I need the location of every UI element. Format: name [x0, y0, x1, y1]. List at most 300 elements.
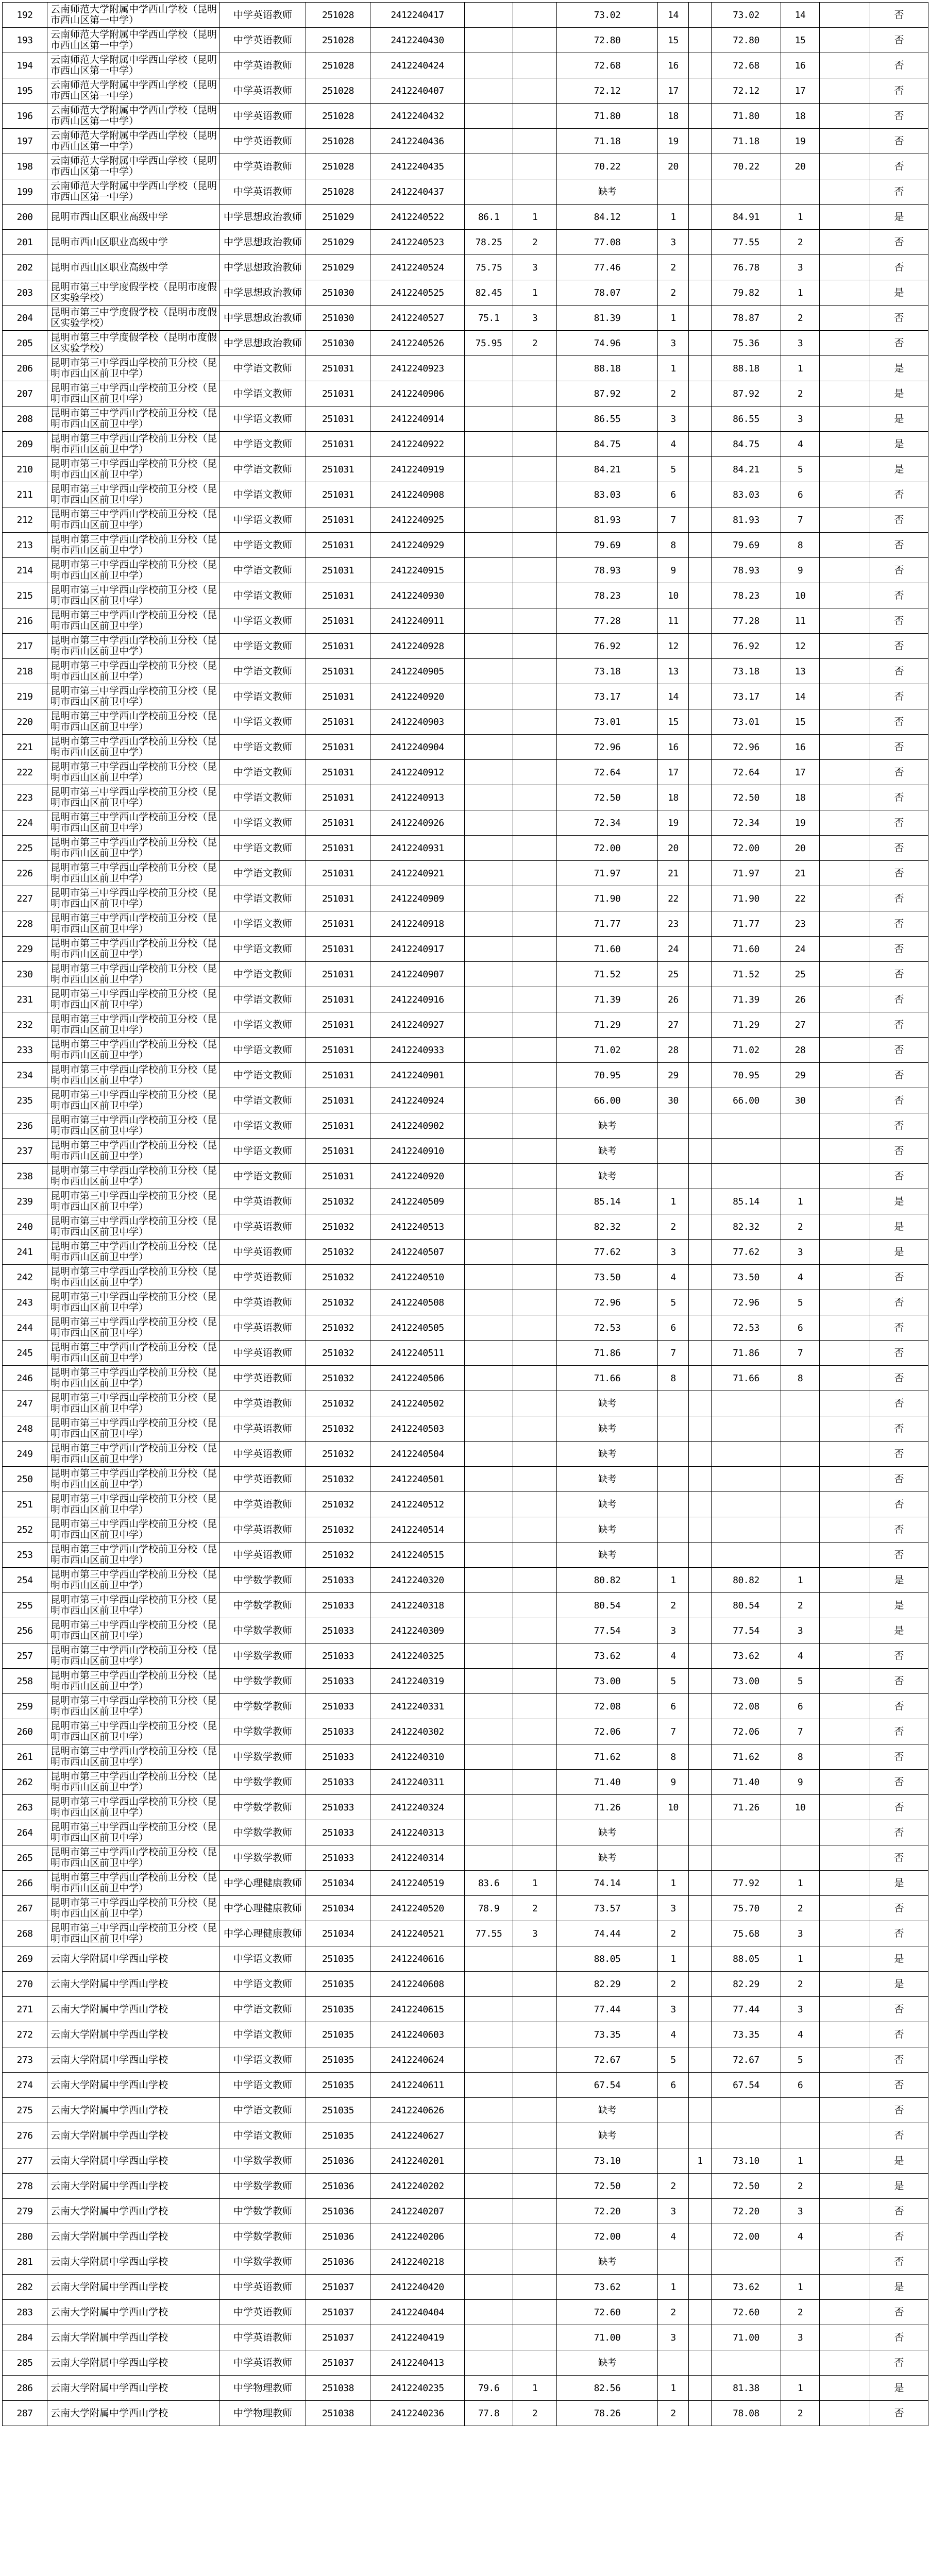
total-score-cell: 72.00	[712, 836, 781, 861]
position-name-cell: 中学语文教师	[220, 1012, 306, 1038]
school-name-cell: 昆明市第三中学西山学校前卫分校（昆明市西山区前卫中学）	[47, 1467, 220, 1492]
position-name-cell: 中学数学教师	[220, 1845, 306, 1871]
interview-rank-note-cell	[689, 735, 712, 760]
total-rank-cell: 4	[781, 432, 820, 457]
written-score-cell	[465, 1214, 513, 1240]
remark-cell	[820, 280, 870, 306]
written-score-cell	[465, 987, 513, 1012]
total-score-cell: 66.00	[712, 1088, 781, 1113]
remark-cell	[820, 911, 870, 937]
row-index-cell: 221	[3, 735, 47, 760]
total-rank-cell: 12	[781, 634, 820, 659]
exam-ticket-number-cell: 2412240627	[370, 2123, 465, 2148]
remark-cell	[820, 2350, 870, 2376]
table-row	[3, 1517, 928, 1543]
row-index-cell: 259	[3, 1694, 47, 1719]
interview-rank-cell: 15	[658, 709, 689, 735]
exam-ticket-number-cell: 2412240525	[370, 280, 465, 306]
written-rank-cell	[513, 836, 557, 861]
total-score-cell: 73.17	[712, 684, 781, 709]
written-score-cell	[465, 760, 513, 785]
table-row	[3, 2224, 928, 2249]
written-rank-cell	[513, 1214, 557, 1240]
position-name-cell: 中学英语教师	[220, 2275, 306, 2300]
table-row	[3, 1315, 928, 1341]
written-score-cell	[465, 2199, 513, 2224]
total-rank-cell: 16	[781, 735, 820, 760]
enter-physical-exam-cell: 否	[870, 810, 928, 836]
exam-ticket-number-cell: 2412240912	[370, 760, 465, 785]
interview-rank-cell	[658, 1845, 689, 1871]
written-rank-cell	[513, 2300, 557, 2325]
school-name-cell: 昆明市第三中学西山学校前卫分校（昆明市西山区前卫中学）	[47, 1063, 220, 1088]
position-name-cell: 中学语文教师	[220, 608, 306, 634]
exam-ticket-number-cell: 2412240521	[370, 1921, 465, 1946]
total-score-cell	[712, 1416, 781, 1442]
position-code-cell: 251035	[306, 2073, 370, 2098]
total-score-cell: 79.69	[712, 533, 781, 558]
position-code-cell: 251031	[306, 432, 370, 457]
written-score-cell	[465, 558, 513, 583]
total-rank-cell: 2	[781, 1214, 820, 1240]
remark-cell	[820, 1492, 870, 1517]
written-score-cell	[465, 583, 513, 608]
interview-rank-cell: 27	[658, 1012, 689, 1038]
row-index-cell: 226	[3, 861, 47, 886]
row-index-cell: 245	[3, 1341, 47, 1366]
interview-rank-note-cell	[689, 937, 712, 962]
written-rank-cell	[513, 1593, 557, 1618]
position-name-cell: 中学英语教师	[220, 53, 306, 78]
exam-ticket-number-cell: 2412240413	[370, 2350, 465, 2376]
position-code-cell: 251028	[306, 78, 370, 104]
written-score-cell: 75.95	[465, 331, 513, 356]
position-name-cell: 中学数学教师	[220, 1643, 306, 1669]
interview-score-cell: 缺考	[557, 2249, 658, 2275]
interview-rank-cell: 16	[658, 53, 689, 78]
remark-cell	[820, 230, 870, 255]
table-row	[3, 2022, 928, 2047]
written-rank-cell	[513, 987, 557, 1012]
written-score-cell	[465, 2174, 513, 2199]
written-score-cell	[465, 2275, 513, 2300]
exam-ticket-number-cell: 2412240513	[370, 1214, 465, 1240]
total-score-cell: 72.64	[712, 760, 781, 785]
interview-score-cell: 85.14	[557, 1189, 658, 1214]
position-code-cell: 251032	[306, 1265, 370, 1290]
remark-cell	[820, 1517, 870, 1543]
interview-rank-cell: 1	[658, 2376, 689, 2401]
interview-rank-cell	[658, 179, 689, 205]
total-rank-cell: 5	[781, 2047, 820, 2073]
row-index-cell: 285	[3, 2350, 47, 2376]
total-score-cell: 71.86	[712, 1341, 781, 1366]
row-index-cell: 254	[3, 1568, 47, 1593]
row-index-cell: 243	[3, 1290, 47, 1315]
interview-rank-cell	[658, 1820, 689, 1845]
total-score-cell: 72.00	[712, 2224, 781, 2249]
remark-cell	[820, 2300, 870, 2325]
enter-physical-exam-cell: 是	[870, 1618, 928, 1643]
row-index-cell: 280	[3, 2224, 47, 2249]
position-name-cell: 中学语文教师	[220, 1997, 306, 2022]
interview-score-cell: 71.77	[557, 911, 658, 937]
remark-cell	[820, 306, 870, 331]
position-code-cell: 251031	[306, 457, 370, 482]
written-score-cell	[465, 154, 513, 179]
enter-physical-exam-cell: 否	[870, 1088, 928, 1113]
position-name-cell: 中学数学教师	[220, 1568, 306, 1593]
remark-cell	[820, 1240, 870, 1265]
total-score-cell	[712, 1492, 781, 1517]
written-score-cell	[465, 78, 513, 104]
position-code-cell: 251031	[306, 583, 370, 608]
written-rank-cell	[513, 154, 557, 179]
enter-physical-exam-cell: 否	[870, 482, 928, 507]
position-code-cell: 251037	[306, 2275, 370, 2300]
total-score-cell: 73.18	[712, 659, 781, 684]
total-score-cell: 86.55	[712, 406, 781, 432]
interview-rank-cell: 6	[658, 2073, 689, 2098]
total-score-cell: 79.82	[712, 280, 781, 306]
interview-rank-note-cell	[689, 1896, 712, 1921]
table-row	[3, 810, 928, 836]
exam-ticket-number-cell: 2412240906	[370, 381, 465, 406]
row-index-cell: 219	[3, 684, 47, 709]
position-name-cell: 中学英语教师	[220, 104, 306, 129]
interview-rank-cell: 2	[658, 1921, 689, 1946]
position-code-cell: 251032	[306, 1492, 370, 1517]
remark-cell	[820, 1012, 870, 1038]
remark-cell	[820, 129, 870, 154]
written-score-cell: 78.9	[465, 1896, 513, 1921]
position-code-cell: 251038	[306, 2401, 370, 2426]
position-name-cell: 中学语文教师	[220, 760, 306, 785]
remark-cell	[820, 785, 870, 810]
school-name-cell: 昆明市第三中学度假学校（昆明市度假区实验学校）	[47, 306, 220, 331]
row-index-cell: 201	[3, 230, 47, 255]
total-rank-cell	[781, 2249, 820, 2275]
position-name-cell: 中学语文教师	[220, 507, 306, 533]
interview-score-cell: 72.67	[557, 2047, 658, 2073]
interview-score-cell: 72.20	[557, 2199, 658, 2224]
school-name-cell: 昆明市第三中学西山学校前卫分校（昆明市西山区前卫中学）	[47, 608, 220, 634]
table-row	[3, 432, 928, 457]
school-name-cell: 云南大学附属中学西山学校	[47, 2249, 220, 2275]
remark-cell	[820, 1416, 870, 1442]
remark-cell	[820, 1391, 870, 1416]
school-name-cell: 昆明市第三中学西山学校前卫分校（昆明市西山区前卫中学）	[47, 1315, 220, 1341]
interview-rank-note-cell	[689, 1315, 712, 1341]
row-index-cell: 251	[3, 1492, 47, 1517]
interview-rank-note-cell	[689, 356, 712, 381]
row-index-cell: 238	[3, 1164, 47, 1189]
school-name-cell: 昆明市第三中学西山学校前卫分校（昆明市西山区前卫中学）	[47, 659, 220, 684]
total-rank-cell: 1	[781, 1946, 820, 1972]
table-row	[3, 154, 928, 179]
position-name-cell: 中学英语教师	[220, 1265, 306, 1290]
position-code-cell: 251031	[306, 1113, 370, 1139]
school-name-cell: 昆明市第三中学西山学校前卫分校（昆明市西山区前卫中学）	[47, 1694, 220, 1719]
exam-ticket-number-cell: 2412240511	[370, 1341, 465, 1366]
interview-rank-note-cell: 1	[689, 2148, 712, 2174]
total-rank-cell: 6	[781, 482, 820, 507]
exam-ticket-number-cell: 2412240324	[370, 1795, 465, 1820]
written-score-cell	[465, 1618, 513, 1643]
position-code-cell: 251037	[306, 2325, 370, 2350]
enter-physical-exam-cell: 否	[870, 230, 928, 255]
position-code-cell: 251029	[306, 205, 370, 230]
written-rank-cell	[513, 1719, 557, 1744]
written-rank-cell	[513, 608, 557, 634]
total-score-cell: 72.96	[712, 1290, 781, 1315]
written-rank-cell	[513, 911, 557, 937]
table-row	[3, 2376, 928, 2401]
row-index-cell: 264	[3, 1820, 47, 1845]
total-rank-cell	[781, 1517, 820, 1543]
interview-rank-cell: 28	[658, 1038, 689, 1063]
table-row	[3, 2098, 928, 2123]
enter-physical-exam-cell: 是	[870, 1568, 928, 1593]
school-name-cell: 昆明市第三中学西山学校前卫分校（昆明市西山区前卫中学）	[47, 1770, 220, 1795]
school-name-cell: 云南大学附属中学西山学校	[47, 1997, 220, 2022]
written-rank-cell: 1	[513, 280, 557, 306]
total-rank-cell: 4	[781, 2022, 820, 2047]
written-rank-cell	[513, 1391, 557, 1416]
written-score-cell	[465, 785, 513, 810]
enter-physical-exam-cell: 否	[870, 1921, 928, 1946]
written-rank-cell	[513, 558, 557, 583]
interview-score-cell: 71.29	[557, 1012, 658, 1038]
table-row	[3, 659, 928, 684]
total-score-cell: 84.91	[712, 205, 781, 230]
total-score-cell	[712, 1113, 781, 1139]
written-score-cell	[465, 911, 513, 937]
interview-score-cell: 72.60	[557, 2300, 658, 2325]
table-row	[3, 558, 928, 583]
school-name-cell: 昆明市西山区职业高级中学	[47, 205, 220, 230]
position-code-cell: 251028	[306, 3, 370, 28]
row-index-cell: 220	[3, 709, 47, 735]
written-rank-cell	[513, 1164, 557, 1189]
exam-ticket-number-cell: 2412240417	[370, 3, 465, 28]
row-index-cell: 268	[3, 1921, 47, 1946]
position-code-cell: 251033	[306, 1643, 370, 1669]
total-score-cell: 73.62	[712, 1643, 781, 1669]
exam-ticket-number-cell: 2412240507	[370, 1240, 465, 1265]
enter-physical-exam-cell: 否	[870, 608, 928, 634]
total-score-cell	[712, 2249, 781, 2275]
enter-physical-exam-cell: 否	[870, 1517, 928, 1543]
enter-physical-exam-cell: 否	[870, 1139, 928, 1164]
total-rank-cell: 15	[781, 709, 820, 735]
row-index-cell: 242	[3, 1265, 47, 1290]
remark-cell	[820, 937, 870, 962]
remark-cell	[820, 962, 870, 987]
enter-physical-exam-cell: 否	[870, 1770, 928, 1795]
row-index-cell: 193	[3, 28, 47, 53]
school-name-cell: 云南师范大学附属中学西山学校（昆明市西山区第一中学）	[47, 78, 220, 104]
interview-rank-cell	[658, 1467, 689, 1492]
enter-physical-exam-cell: 是	[870, 2376, 928, 2401]
remark-cell	[820, 1744, 870, 1770]
interview-rank-note-cell	[689, 280, 712, 306]
written-score-cell	[465, 1164, 513, 1189]
interview-rank-cell: 7	[658, 1719, 689, 1744]
total-score-cell: 71.77	[712, 911, 781, 937]
interview-rank-cell: 2	[658, 2401, 689, 2426]
interview-rank-cell: 15	[658, 28, 689, 53]
total-rank-cell	[781, 1164, 820, 1189]
exam-ticket-number-cell: 2412240603	[370, 2022, 465, 2047]
interview-rank-cell: 3	[658, 2325, 689, 2350]
interview-rank-note-cell	[689, 1113, 712, 1139]
total-score-cell: 88.18	[712, 356, 781, 381]
interview-rank-cell: 21	[658, 861, 689, 886]
total-score-cell: 71.40	[712, 1770, 781, 1795]
total-rank-cell: 19	[781, 129, 820, 154]
total-score-cell: 71.26	[712, 1795, 781, 1820]
table-row	[3, 1416, 928, 1442]
position-code-cell: 251037	[306, 2300, 370, 2325]
enter-physical-exam-cell: 否	[870, 1290, 928, 1315]
total-score-cell: 72.53	[712, 1315, 781, 1341]
written-score-cell	[465, 1845, 513, 1871]
position-name-cell: 中学英语教师	[220, 2350, 306, 2376]
row-index-cell: 270	[3, 1972, 47, 1997]
interview-rank-cell: 5	[658, 457, 689, 482]
row-index-cell: 228	[3, 911, 47, 937]
total-score-cell: 73.35	[712, 2022, 781, 2047]
row-index-cell: 248	[3, 1416, 47, 1442]
position-code-cell: 251033	[306, 1669, 370, 1694]
interview-score-cell: 77.44	[557, 1997, 658, 2022]
written-rank-cell	[513, 356, 557, 381]
remark-cell	[820, 760, 870, 785]
interview-rank-note-cell	[689, 230, 712, 255]
table-row	[3, 987, 928, 1012]
written-score-cell	[465, 709, 513, 735]
total-rank-cell: 5	[781, 457, 820, 482]
position-name-cell: 中学语文教师	[220, 2047, 306, 2073]
interview-score-cell: 72.50	[557, 785, 658, 810]
position-name-cell: 中学思想政治教师	[220, 230, 306, 255]
interview-rank-cell: 9	[658, 558, 689, 583]
school-name-cell: 昆明市第三中学西山学校前卫分校（昆明市西山区前卫中学）	[47, 1164, 220, 1189]
position-code-cell: 251031	[306, 507, 370, 533]
written-rank-cell	[513, 962, 557, 987]
total-score-cell: 78.87	[712, 306, 781, 331]
school-name-cell: 昆明市第三中学西山学校前卫分校（昆明市西山区前卫中学）	[47, 1845, 220, 1871]
written-score-cell	[465, 836, 513, 861]
interview-score-cell: 82.32	[557, 1214, 658, 1240]
written-score-cell	[465, 1770, 513, 1795]
school-name-cell: 昆明市第三中学西山学校前卫分校（昆明市西山区前卫中学）	[47, 785, 220, 810]
position-name-cell: 中学英语教师	[220, 179, 306, 205]
written-score-cell	[465, 1391, 513, 1416]
written-score-cell	[465, 1139, 513, 1164]
row-index-cell: 215	[3, 583, 47, 608]
enter-physical-exam-cell: 否	[870, 634, 928, 659]
school-name-cell: 昆明市第三中学西山学校前卫分校（昆明市西山区前卫中学）	[47, 1517, 220, 1543]
enter-physical-exam-cell: 否	[870, 1391, 928, 1416]
total-rank-cell: 27	[781, 1012, 820, 1038]
school-name-cell: 昆明市第三中学西山学校前卫分校（昆明市西山区前卫中学）	[47, 987, 220, 1012]
school-name-cell: 昆明市第三中学西山学校前卫分校（昆明市西山区前卫中学）	[47, 1871, 220, 1896]
interview-rank-note-cell	[689, 1694, 712, 1719]
interview-rank-cell: 29	[658, 1063, 689, 1088]
school-name-cell: 云南师范大学附属中学西山学校（昆明市西山区第一中学）	[47, 129, 220, 154]
enter-physical-exam-cell: 否	[870, 3, 928, 28]
remark-cell	[820, 2047, 870, 2073]
enter-physical-exam-cell: 否	[870, 1744, 928, 1770]
interview-rank-note-cell	[689, 1921, 712, 1946]
row-index-cell: 246	[3, 1366, 47, 1391]
position-code-cell: 251031	[306, 1012, 370, 1038]
enter-physical-exam-cell: 否	[870, 179, 928, 205]
interview-score-cell: 71.90	[557, 886, 658, 911]
exam-ticket-number-cell: 2412240524	[370, 255, 465, 280]
total-score-cell: 76.92	[712, 634, 781, 659]
remark-cell	[820, 987, 870, 1012]
interview-score-cell: 66.00	[557, 1088, 658, 1113]
total-score-cell: 87.92	[712, 381, 781, 406]
school-name-cell: 云南大学附属中学西山学校	[47, 2224, 220, 2249]
total-score-cell: 72.20	[712, 2199, 781, 2224]
total-rank-cell	[781, 1139, 820, 1164]
total-rank-cell: 4	[781, 1643, 820, 1669]
table-row	[3, 1946, 928, 1972]
interview-score-cell: 86.55	[557, 406, 658, 432]
written-rank-cell	[513, 381, 557, 406]
row-index-cell: 263	[3, 1795, 47, 1820]
total-score-cell: 70.95	[712, 1063, 781, 1088]
written-score-cell	[465, 608, 513, 634]
total-rank-cell: 15	[781, 28, 820, 53]
remark-cell	[820, 1164, 870, 1189]
table-row	[3, 280, 928, 306]
written-rank-cell	[513, 760, 557, 785]
table-row	[3, 1820, 928, 1845]
row-index-cell: 194	[3, 53, 47, 78]
total-score-cell: 85.14	[712, 1189, 781, 1214]
written-rank-cell: 2	[513, 2401, 557, 2426]
table-row	[3, 1164, 928, 1189]
school-name-cell: 昆明市第三中学西山学校前卫分校（昆明市西山区前卫中学）	[47, 937, 220, 962]
written-rank-cell: 3	[513, 1921, 557, 1946]
position-code-cell: 251031	[306, 836, 370, 861]
table-row	[3, 1467, 928, 1492]
interview-rank-cell: 5	[658, 1669, 689, 1694]
row-index-cell: 239	[3, 1189, 47, 1214]
interview-rank-note-cell	[689, 482, 712, 507]
total-score-cell: 72.68	[712, 53, 781, 78]
interview-rank-cell: 2	[658, 381, 689, 406]
school-name-cell: 昆明市第三中学西山学校前卫分校（昆明市西山区前卫中学）	[47, 810, 220, 836]
interview-rank-note-cell	[689, 2300, 712, 2325]
row-index-cell: 206	[3, 356, 47, 381]
position-name-cell: 中学心理健康教师	[220, 1871, 306, 1896]
written-score-cell	[465, 810, 513, 836]
total-score-cell: 73.62	[712, 2275, 781, 2300]
position-code-cell: 251028	[306, 28, 370, 53]
school-name-cell: 云南大学附属中学西山学校	[47, 2275, 220, 2300]
total-rank-cell	[781, 1391, 820, 1416]
interview-rank-note-cell	[689, 2325, 712, 2350]
remark-cell	[820, 1694, 870, 1719]
total-score-cell: 75.68	[712, 1921, 781, 1946]
remark-cell	[820, 1643, 870, 1669]
